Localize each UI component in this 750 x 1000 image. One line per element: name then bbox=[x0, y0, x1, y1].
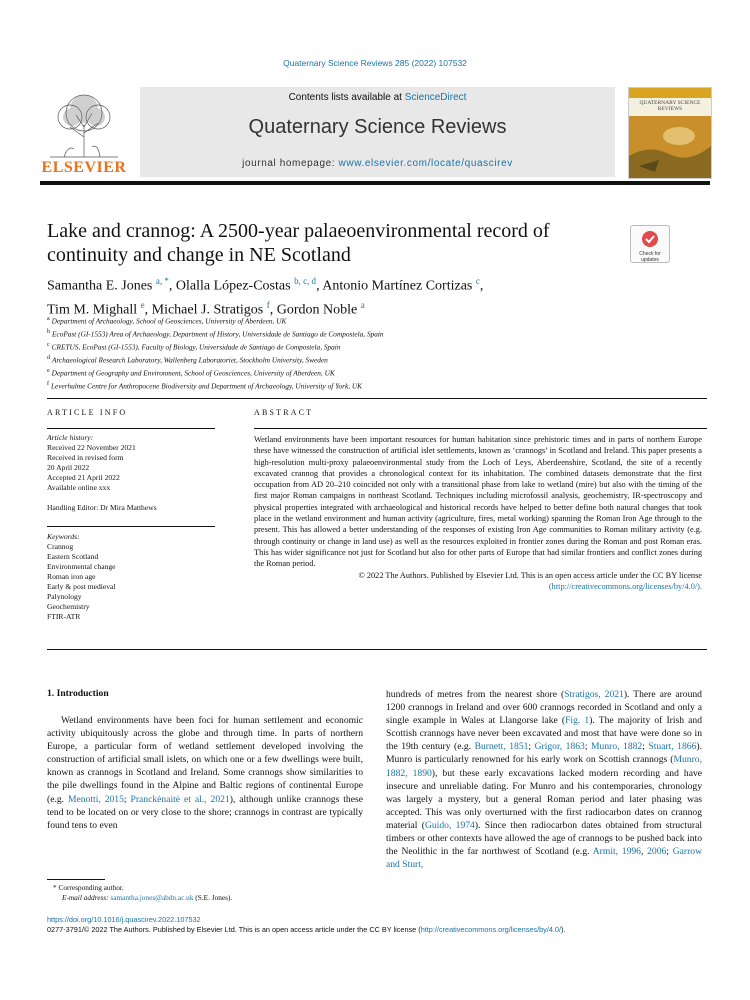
affiliation bbox=[47, 314, 707, 327]
footnote-rule bbox=[47, 879, 105, 880]
check-for-updates-button[interactable] bbox=[630, 225, 670, 263]
author-name: Tim M. Mighall bbox=[47, 302, 138, 318]
affiliation bbox=[47, 379, 707, 392]
citation-link[interactable]: 2006 bbox=[647, 846, 667, 858]
intro-col2-paragraph: hundreds of metres from the nearest shore (Stratigos, 2021). There are around 1200 crannogs in Ireland and over 600 crannogs recorded in Scotland and only a single example in Wales at Llangorse lake (Fig. 1). The majority of Irish and Scottish crannogs have never been excavated and most that have were done so in the 19th century (e.g. Burnett, 1851; Grigor, 1863; Munro, 1882; Stuart, 1866). Munro is particularly renowned for his early work on Scottish crannogs (Munro, 1882, 1890), but these early excavations lacked modern recording and have insecure and unreliable dating. For Munro and his contemporaries, chronology was largely a mystery, but a general Roman period and later phasing was accepted. This was only overturned with the first radiocarbon dates on crannog material (Guido, 1974). Since then radiocarbon dates obtained from structural timbers or other contexts have allowed the age of crannogs to be pushed back into the Neolithic in the far northwest of Scotland (e.g. Armit, 1996, 2006; Garrow and Sturt, bbox=[386, 689, 703, 871]
author-affil-link[interactable]: f bbox=[266, 299, 270, 310]
sciencedirect-link[interactable]: ScienceDirect bbox=[404, 92, 467, 103]
keyword: Early & post medieval bbox=[47, 582, 116, 591]
citation-link[interactable]: Stratigos, 2021 bbox=[564, 689, 624, 700]
affiliation-label: d bbox=[47, 354, 50, 361]
citation-link[interactable]: Munro, 1882, 1890 bbox=[386, 754, 702, 779]
cover-title: QUATERNARY SCIENCE REVIEWS bbox=[639, 100, 701, 112]
affiliation-label: e bbox=[47, 367, 50, 374]
license-text: 0277-3791/© 2022 The Authors. Published by Elsevier Ltd. This is an open access article under the CC BY license ( bbox=[47, 925, 421, 934]
license-link[interactable]: (http://creativecommons.org/licenses/by/4.0/). bbox=[548, 581, 702, 591]
page-footer bbox=[47, 915, 707, 935]
affiliation-label: f bbox=[47, 380, 49, 387]
journal-reference[interactable]: Quaternary Science Reviews 285 (2022) 107532 bbox=[283, 58, 467, 68]
authors-line-2: Tim M. Mighall $^e$, Michael J. Stratigos $^f$, Gordon Noble $^a$ bbox=[47, 299, 365, 318]
license-line bbox=[47, 925, 707, 935]
author-affil-link[interactable]: a bbox=[360, 299, 365, 310]
history-item: Available online xxx bbox=[47, 483, 111, 492]
abstract-body bbox=[254, 434, 702, 592]
doi-link[interactable]: https://doi.org/10.1016/j.quascirev.2022.107532 bbox=[47, 915, 201, 924]
affiliation-text: Archaeological Research Laboratory, Wallenberg Laboratoriet, Stockholm University, Sweden bbox=[52, 355, 328, 365]
keyword: Crannog bbox=[47, 542, 74, 551]
contents-prefix: Contents lists available at bbox=[288, 92, 405, 103]
intro-text: ). Munro is particularly renowned for his early work on Scottish crannogs ( bbox=[386, 741, 702, 766]
affiliation-label: a bbox=[47, 316, 50, 322]
footnote bbox=[53, 883, 373, 903]
author-name: Gordon Noble bbox=[276, 302, 358, 318]
email-line bbox=[53, 893, 373, 903]
info-rule-2 bbox=[47, 526, 215, 527]
citation-link[interactable]: Burnett, 1851 bbox=[474, 741, 529, 753]
affiliation-text: Leverhulme Centre for Anthropocene Biodiversity and Department of Archaeology, University of York, UK bbox=[51, 381, 363, 391]
intro-text: Wetland environments have been foci for human settlement and economic activity ubiquitously across the globe and through time. In parts of northern Europe, a particular form of wetland settlement developed involving the construction of artificial small islets, on which one or a few dwellings were built, known as crannogs in Scotland and Ireland. Some crannogs show similarities to the pile dwellings found in the Alpine and Baltic regions of continental Europe (e.g. bbox=[47, 715, 363, 805]
history-item: Accepted 21 April 2022 bbox=[47, 473, 120, 482]
affiliation-text: Department of Geography and Environment, School of Geosciences, University of Aberdeen, UK bbox=[51, 368, 335, 378]
history-item: 20 April 2022 bbox=[47, 463, 90, 472]
history-item: Received in revised form bbox=[47, 453, 124, 462]
journal-homepage bbox=[140, 158, 615, 169]
cover-image-icon bbox=[629, 116, 711, 178]
info-top-rule bbox=[47, 398, 707, 399]
info-rule-1 bbox=[47, 428, 215, 429]
article-title: Lake and crannog: A 2500-year palaeoenvironmental record of continuity and change in NE Scotland bbox=[47, 220, 550, 266]
history-label: Article history: bbox=[47, 433, 94, 442]
affiliation bbox=[47, 340, 707, 353]
intro-text: ). Since then radiocarbon dates obtained from structural timbers or other contexts have allowed the age of crannogs to be pushed back into the Neolithic in the far northwest of Scotland (e.g. bbox=[386, 819, 703, 858]
section-heading-introduction: 1. Introduction bbox=[47, 688, 109, 699]
author-name: Samantha E. Jones bbox=[47, 278, 153, 294]
figure-link[interactable]: Fig. 1 bbox=[565, 715, 590, 727]
author-name: Olalla López-Costas bbox=[175, 278, 291, 294]
homepage-link[interactable]: www.elsevier.com/locate/quascirev bbox=[338, 158, 513, 169]
abstract-heading: ABSTRACT bbox=[254, 408, 314, 417]
keyword: Palynology bbox=[47, 592, 82, 601]
keyword: FTIR-ATR bbox=[47, 612, 81, 621]
handling-editor: Handling Editor: Dr Mira Matthews bbox=[47, 503, 157, 512]
keywords bbox=[47, 532, 217, 622]
keyword: Environmental change bbox=[47, 562, 116, 571]
author-affil-link[interactable]: a, * bbox=[155, 276, 169, 286]
copyright-text: © 2022 The Authors. Published by Elsevier Ltd. This is an open access article under the CC BY license bbox=[358, 570, 702, 580]
affiliation bbox=[47, 327, 707, 340]
author-affil-link[interactable]: e bbox=[140, 299, 145, 310]
affiliation bbox=[47, 353, 707, 366]
journal-cover bbox=[628, 87, 712, 179]
abstract-bottom-rule bbox=[47, 649, 707, 650]
intro-col1-paragraph bbox=[47, 714, 363, 832]
citation-sep: ; bbox=[123, 793, 131, 805]
citation-link[interactable]: Armit, 1996 bbox=[592, 846, 641, 858]
intro-text: ). The majority of Irish and Scottish crannogs have never been excavated and most that have were done so in the 19th century (e.g. bbox=[386, 715, 702, 753]
history-item: Received 22 November 2021 bbox=[47, 443, 136, 452]
keywords-label: Keywords: bbox=[47, 532, 80, 541]
author-name: Michael J. Stratigos bbox=[151, 302, 264, 318]
elsevier-tree-icon bbox=[40, 87, 128, 159]
email-label: E-mail address: bbox=[62, 893, 111, 902]
affiliation-label: c bbox=[47, 341, 50, 348]
masthead-rule bbox=[40, 181, 710, 185]
check-updates-label: Check for updates bbox=[639, 251, 661, 263]
citation-link[interactable]: Grigor, 1863 bbox=[534, 741, 585, 753]
author-affil-link[interactable]: b, c, d bbox=[294, 276, 317, 286]
license-end: ). bbox=[561, 925, 566, 934]
citation-link[interactable]: Munro, 1882 bbox=[591, 741, 643, 753]
article-info-heading: ARTICLE INFO bbox=[47, 408, 128, 417]
intro-text: hundreds of metres from the nearest shore ( bbox=[386, 689, 565, 700]
contents-line bbox=[140, 92, 615, 103]
affiliation-list bbox=[47, 314, 707, 392]
article-history bbox=[47, 433, 217, 513]
elsevier-wordmark: ELSEVIER bbox=[41, 159, 127, 176]
keyword: Geochemistry bbox=[47, 602, 90, 611]
affiliation-label: b bbox=[47, 328, 50, 335]
intro-text: ), but these early excavations lacked modern recording and have insecure and unreliable dating. For Munro and his contemporaries, chronology was largely a mystery, but a general Roman period and later phasing was accepted. This was only overturned with the first radiocarbon dates on crannog material ( bbox=[386, 767, 703, 831]
keyword: Eastern Scotland bbox=[47, 552, 99, 561]
abstract-rule bbox=[254, 428, 707, 429]
check-updates-icon bbox=[640, 229, 660, 249]
citation-link[interactable]: Guido, 1974 bbox=[424, 819, 475, 831]
affiliation-text: EcoPast (GI-1553) Area of Archaeology, Department of History, Universidade de Santiago de Compostela, Spain bbox=[52, 329, 384, 339]
intro-text: ). There are around 1200 crannogs in Ireland and over 600 crannogs recorded in Scotland and only a single example in Wales at Llangorse lake ( bbox=[386, 689, 702, 727]
citation-link[interactable]: Menotti, 2015 bbox=[68, 793, 124, 805]
journal-title: Quaternary Science Reviews bbox=[248, 116, 507, 138]
elsevier-logo bbox=[40, 87, 128, 177]
email-name: (S.E. Jones). bbox=[193, 893, 233, 902]
keyword: Roman iron age bbox=[47, 572, 96, 581]
abstract-text: Wetland environments have been important resources for human habitation since prehistoric times and in parts of northern Europe these have witnessed the construction of artificial islet settlements, known as ‘crannogs’ in Scotland and Ireland. This paper presents a high-resolution multi-proxy palaeoenvironmental study from the Loch of Leys, Aberdeenshire, Scotland, the site of a recently excavated crannog that provides a chronological context for its inhabitation. The combined datasets demonstrate that the first occupation from AD 20–210 coincided not only with a transitional phase from lake to wetland (mire) but also with the timing of the first major Roman campaigns in northeast Scotland. Techniques including microfossil analysis, geochemistry, IR-spectroscopy and physical properties integrated with archaeological and historical records have helped to better define both natural changes that took place in the wetland environment and human activity (agriculture, fires, metal working) spanning the Roman Iron Age through to the present. This has allowed a better understanding of the responses of existing Iron Age communities to Roman military activity (e.g. through continuity or change in land use) as well as the resources exploited in frontier zones during the Roman and post Roman eras. This has wider significance not just for Scotland but also for other parts of Europe that had similar frontiers and conflict zones during the Roman period. bbox=[254, 435, 702, 569]
email-link[interactable]: samantha.jones@abdn.ac.uk bbox=[110, 893, 194, 902]
author-name: Antonio Martínez Cortizas bbox=[322, 278, 473, 294]
footer-license-link[interactable]: http://creativecommons.org/licenses/by/4.0/ bbox=[420, 925, 562, 934]
affiliation-text: Department of Archaeology, School of Geosciences, University of Aberdeen, UK bbox=[51, 316, 287, 326]
citation-link[interactable]: Stuart, 1866 bbox=[648, 741, 697, 753]
author-affil-link[interactable]: c bbox=[475, 276, 480, 286]
affiliation-text: CRETUS, EcoPast (GI-1553), Faculty of Biology, Universidade de Santiago de Compostela, Spain bbox=[51, 342, 341, 352]
homepage-prefix: journal homepage: bbox=[242, 158, 339, 169]
authors-line-1: Samantha E. Jones $^{a, *}$, Olalla López-Costas $^{b, c, d}$, Antonio Martínez Cortizas $^c$, bbox=[47, 276, 484, 294]
author-list bbox=[47, 272, 707, 319]
citation-link[interactable]: Garrow and Sturt, bbox=[386, 846, 703, 871]
citation-link[interactable]: Pranckėnaitė et al., 2021 bbox=[130, 793, 230, 805]
corresponding-author-note: * Corresponding author. bbox=[53, 883, 124, 892]
abstract-copyright bbox=[254, 570, 702, 593]
intro-text: ), although unlike crannogs these tend to be located on or very close to the shore; crannogs in contrast are typically found tens to even bbox=[47, 793, 363, 831]
affiliation bbox=[47, 366, 707, 379]
